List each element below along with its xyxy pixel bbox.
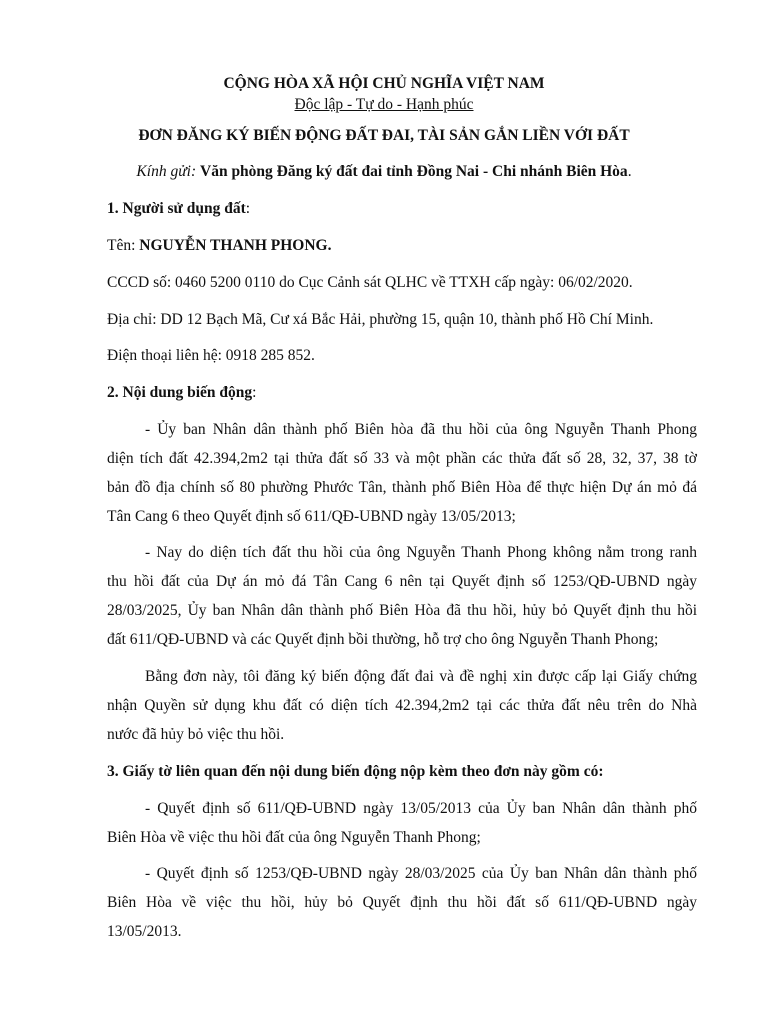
applicant-name-line (107, 236, 697, 256)
phone-line: Điện thoại liên hệ: 0918 285 852. (107, 347, 315, 364)
section2-heading-colon: : (252, 384, 257, 401)
motto (0, 95, 768, 115)
list-item-line: - Quyết định số 611/QĐ-UBND ngày 13/05/2013 của Ủy ban Nhân dân thành phố (145, 800, 697, 817)
applicant-name-label: Tên: (107, 237, 140, 254)
motto-text: Độc lập - Tự do - Hạnh phúc (294, 96, 474, 113)
paragraph-line: đất 611/QĐ-UBND và các Quyết định bồi thường, hỗ trợ cho ông Nguyễn Thanh Phong; (107, 631, 659, 648)
section2-heading-line (107, 383, 697, 403)
list-item-line: - Quyết định số 1253/QĐ-UBND ngày 28/03/2025 của Ủy ban Nhân dân thành phố (145, 865, 697, 882)
section1-heading-line (107, 199, 697, 219)
paragraph-line: - Ủy ban Nhân dân thành phố Biên hòa đã thu hồi của ông Nguyễn Thanh Phong (145, 421, 697, 438)
section3-heading: 3. Giấy tờ liên quan đến nội dung biến động nộp kèm theo đơn này gồm có: (107, 763, 604, 780)
paragraph-line: 28/03/2025, Ủy ban Nhân dân thành phố Biên Hòa đã thu hồi, hủy bỏ Quyết định thu hồi (107, 602, 697, 619)
nation-title: CỘNG HÒA XÃ HỘI CHỦ NGHĨA VIỆT NAM (223, 75, 545, 92)
form-title: ĐƠN ĐĂNG KÝ BIẾN ĐỘNG ĐẤT ĐAI, TÀI SẢN GẮN LIỀN VỚI ĐẤT (138, 127, 630, 144)
recipient-label: Kính gửi: (136, 163, 197, 180)
recipient-end: . (627, 163, 632, 180)
list-item-line: 13/05/2013. (107, 923, 182, 940)
recipient-name: Văn phòng Đăng ký đất đai tỉnh Đồng Nai - Chi nhánh Biên Hòa (200, 163, 628, 180)
id-card-line: CCCD số: 0460 5200 0110 do Cục Cảnh sát QLHC về TTXH cấp ngày: 06/02/2020. (107, 274, 633, 291)
section1-heading: 1. Người sử dụng đất (107, 200, 246, 217)
paragraph-line: Bằng đơn này, tôi đăng ký biến động đất đai và đề nghị xin được cấp lại Giấy chứng (145, 668, 697, 685)
paragraph-line: diện tích đất 42.394,2m2 tại thửa đất số 33 và một phần các thửa đất số 28, 32, 37, 38 tờ (107, 450, 697, 467)
list-item-line: Biên Hòa về việc thu hồi đất của ông Nguyễn Thanh Phong; (107, 829, 481, 846)
paragraph-line: nước đã hủy bỏ việc thu hồi. (107, 726, 285, 743)
applicant-name-value: NGUYỄN THANH PHONG. (139, 237, 332, 254)
paragraph-line: nhận Quyền sử dụng khu đất có diện tích 42.394,2m2 tại các thửa đất nêu trên do Nhà (107, 697, 697, 714)
list-item-line: Biên Hòa về việc thu hồi, hủy bỏ Quyết định thu hồi đất số 611/QĐ-UBND ngày (107, 894, 697, 911)
recipient-line (0, 162, 768, 182)
paragraph-line: bản đồ địa chính số 80 phường Phước Tân, thành phố Biên Hòa để thực hiện Dự án mỏ đá (107, 479, 697, 496)
paragraph-line: thu hồi đất của Dự án mỏ đá Tân Cang 6 nên tại Quyết định số 1253/QĐ-UBND ngày (107, 573, 697, 590)
section1-heading-colon: : (245, 200, 251, 217)
paragraph-line: Tân Cang 6 theo Quyết định số 611/QĐ-UBND ngày 13/05/2013; (107, 508, 516, 525)
address-line: Địa chỉ: DD 12 Bạch Mã, Cư xá Bắc Hải, phường 15, quận 10, thành phố Hồ Chí Minh. (107, 311, 654, 328)
section2-heading: 2. Nội dung biến động (107, 384, 253, 401)
paragraph-line: - Nay do diện tích đất thu hồi của ông Nguyễn Thanh Phong không nằm trong ranh (145, 544, 697, 561)
